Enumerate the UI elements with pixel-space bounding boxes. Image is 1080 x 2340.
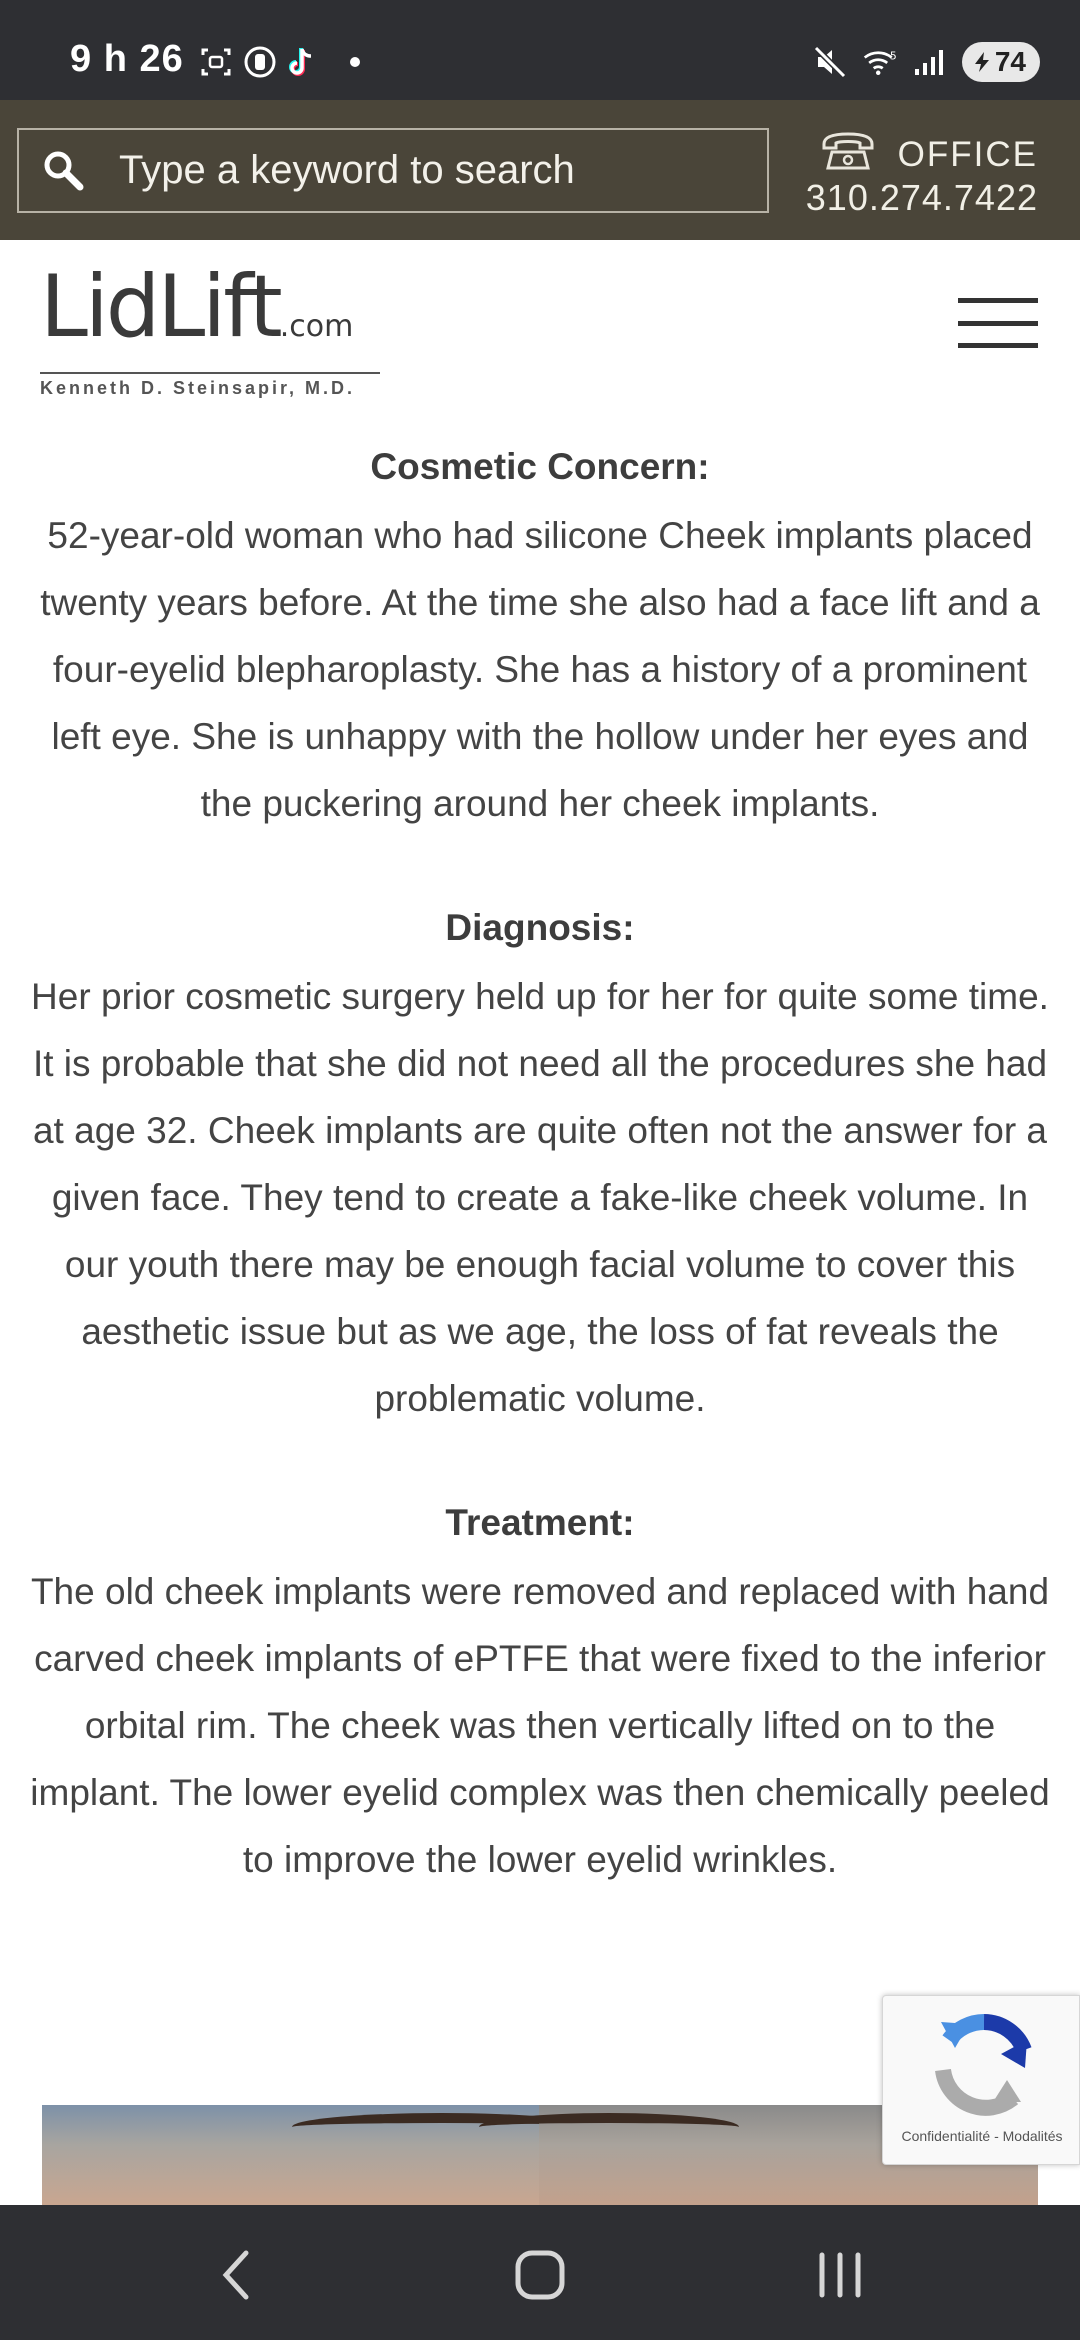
section-cosmetic-concern (30, 432, 1050, 837)
app-notification-icon (242, 44, 278, 80)
system-icons (812, 42, 1040, 82)
home-button[interactable] (500, 2235, 580, 2315)
recents-button[interactable] (800, 2235, 880, 2315)
section-body: Her prior cosmetic surgery held up for her for quite some time. It is probable that she did not need all the procedures she had at age 32. Cheek implants are quite often not the answer for a given face. They tend to create a fake-like cheek volume. In our youth there may be enough facial volume to cover this aesthetic issue but as we age, the loss of fat reveals the problematic volume. (31, 976, 1049, 1419)
battery-level: 74 (994, 46, 1026, 77)
section-body: 52-year-old woman who had silicone Cheek implants placed twenty years before. At the time she also had a face lift and a four-eyelid blepharoplasty. She has a history of a prominent left eye. She is unhappy with the hollow under her eyes and the puckering around her cheek implants. (40, 515, 1040, 824)
search-icon (19, 128, 109, 213)
back-button[interactable] (196, 2235, 276, 2315)
recents-icon (812, 2247, 868, 2303)
before-photo (42, 2105, 539, 2205)
search-input[interactable] (17, 128, 769, 213)
svg-text:5: 5 (889, 49, 897, 63)
site-header (0, 100, 1080, 240)
section-title: Treatment: (445, 1502, 635, 1543)
section-treatment (30, 1488, 1050, 1893)
recaptcha-badge[interactable] (882, 1995, 1080, 2165)
hamburger-menu-icon[interactable] (958, 298, 1038, 348)
mute-icon (812, 44, 848, 80)
tiktok-icon (286, 44, 322, 80)
screenshot-icon (198, 44, 234, 80)
section-body: The old cheek implants were removed and replaced with hand carved cheek implants of ePTFE that were fixed to the inferior orbital rim. The cheek was then vertically lifted on to the implant. The lower eyelid complex was then chemically peeled to improve the lower eyelid wrinkles. (30, 1571, 1050, 1880)
case-description (30, 432, 1050, 1949)
status-time: 9 h 26 (70, 38, 184, 80)
status-bar (0, 0, 1080, 100)
recaptcha-icon (929, 2010, 1039, 2120)
office-phone[interactable]: 310.274.7422 (805, 177, 1038, 218)
wifi-icon (862, 44, 898, 80)
more-notifications-dot (350, 57, 360, 67)
home-icon (512, 2247, 568, 2303)
logo-wordmark: LidLift.com (40, 257, 354, 357)
android-nav-bar (0, 2205, 1080, 2340)
search-placeholder: Type a keyword to search (119, 148, 575, 192)
signal-icon (912, 44, 948, 80)
notification-icons (198, 44, 360, 80)
phone-icon (820, 130, 876, 179)
office-label: OFFICE (897, 134, 1038, 174)
section-title: Cosmetic Concern: (370, 446, 710, 487)
recaptcha-footer[interactable]: Confidentialité - Modalités (901, 2128, 1063, 2144)
battery-indicator (962, 42, 1040, 82)
section-diagnosis (30, 893, 1050, 1432)
site-logo[interactable] (40, 257, 385, 398)
office-contact[interactable] (806, 130, 1038, 219)
back-icon (216, 2247, 256, 2303)
logo-subtitle: Kenneth D. Steinsapir, M.D. (40, 372, 380, 399)
section-title: Diagnosis: (445, 907, 635, 948)
charging-icon (973, 51, 991, 73)
